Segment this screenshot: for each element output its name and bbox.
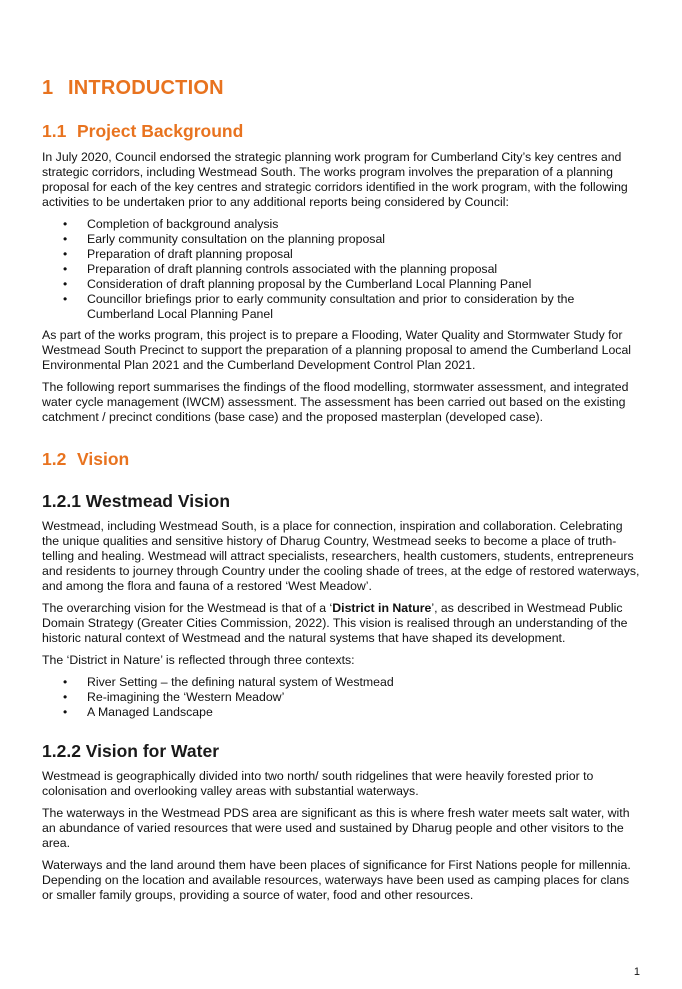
section-number: 1.1 xyxy=(42,121,67,141)
section-vision xyxy=(42,449,642,470)
paragraph-district-in-nature: The overarching vision for the Westmead is that of a ‘District in Nature’, as described in Westmead Public Domain Strategy (Greater Cities Commission, 2022). This vision is realised through an understanding of the historic natural context of Westmead and the natural systems that have shaped its development. xyxy=(42,601,628,645)
paragraph: In July 2020, Council endorsed the strategic planning work program for Cumberland City’s key centres and strategic corridors, including Westmead South. The works program involves the preparation of a planning proposal for each of the key centres and strategic corridors identified in the work program, with the following activities to be undertaken prior to any additional reports being considered by Council: xyxy=(42,150,628,209)
list-item: • Completion of background analysis xyxy=(42,217,642,232)
section-project-background xyxy=(42,121,642,425)
paragraph: As part of the works program, this project is to prepare a Flooding, Water Quality and Stormwater Study for Westmead South Precinct to support the preparation of a planning proposal to amend the Cumberland Local Environmental Plan 2021 and the Cumberland Development Control Plan 2021. xyxy=(42,328,632,372)
paragraph: Waterways and the land around them have been places of significance for First Nations people for millennia. Depending on the location and available resources, waterways have been used as camping places for clans or smaller family groups, providing a source of water, food and other resources. xyxy=(42,858,631,902)
list-item: • Preparation of draft planning controls associated with the planning proposal xyxy=(42,262,642,277)
paragraph: The ‘District in Nature’ is reflected through three contexts: xyxy=(42,653,355,667)
list-item: • Consideration of draft planning proposal by the Cumberland Local Planning Panel xyxy=(42,277,642,292)
subsection-westmead-vision xyxy=(42,491,642,720)
page-content xyxy=(42,76,642,903)
chapter-title-text: INTRODUCTION xyxy=(68,77,224,99)
contexts-list xyxy=(42,675,642,720)
list-item: • Re-imagining the ‘Western Meadow’ xyxy=(42,690,642,705)
section-heading-1-2 xyxy=(42,449,642,470)
paragraph: Westmead, including Westmead South, is a place for connection, inspiration and collaboration. Celebrating the unique qualities and sensitive history of Dharug Country, Westmead seeks to become a place of truth-telling and healing. Westmead will attract specialists, researchers, health customers, students, entrepreneurs and residents to journey through Country under the cooling shade of trees, at the edge of restored waterways, and among the flora and fauna of a restored ‘West Meadow’. xyxy=(42,519,640,593)
paragraph: The waterways in the Westmead PDS area are significant as this is where fresh water meets salt water, with an abundance of varied resources that were used and sustained by Dharug people and other visitors to the area. xyxy=(42,806,630,850)
paragraph: The following report summarises the findings of the flood modelling, stormwater assessment, and integrated water cycle management (IWCM) assessment. The assessment has been carried out based on the existing catchment / precinct conditions (base case) and the proposed masterplan (developed case). xyxy=(42,380,629,424)
list-item: • Councillor briefings prior to early community consultation and prior to consideration by the Cumberland Local Planning Panel xyxy=(42,292,642,322)
page-number: 1 xyxy=(633,966,640,978)
chapter-heading xyxy=(42,77,642,100)
subsection-heading: 1.2.2 Vision for Water xyxy=(42,741,219,761)
emphasis-district-in-nature: District in Nature xyxy=(332,601,432,615)
chapter-title xyxy=(42,77,642,100)
paragraph: Westmead is geographically divided into two north/ south ridgelines that were heavily forested prior to colonisation and overlooking valley areas with substantial waterways. xyxy=(42,769,594,798)
list-item: • Preparation of draft planning proposal xyxy=(42,247,642,262)
section-title: Vision xyxy=(77,449,130,469)
list-item: • River Setting – the defining natural system of Westmead xyxy=(42,675,642,690)
activities-list xyxy=(42,217,642,322)
list-item: • Early community consultation on the planning proposal xyxy=(42,232,642,247)
section-heading-1-1 xyxy=(42,121,642,142)
section-title: Project Background xyxy=(77,121,244,141)
section-number: 1.2 xyxy=(42,449,67,469)
subsection-vision-for-water xyxy=(42,741,642,903)
subsection-heading: 1.2.1 Westmead Vision xyxy=(42,491,231,511)
list-item: • A Managed Landscape xyxy=(42,705,642,720)
chapter-number: 1 xyxy=(42,77,54,99)
